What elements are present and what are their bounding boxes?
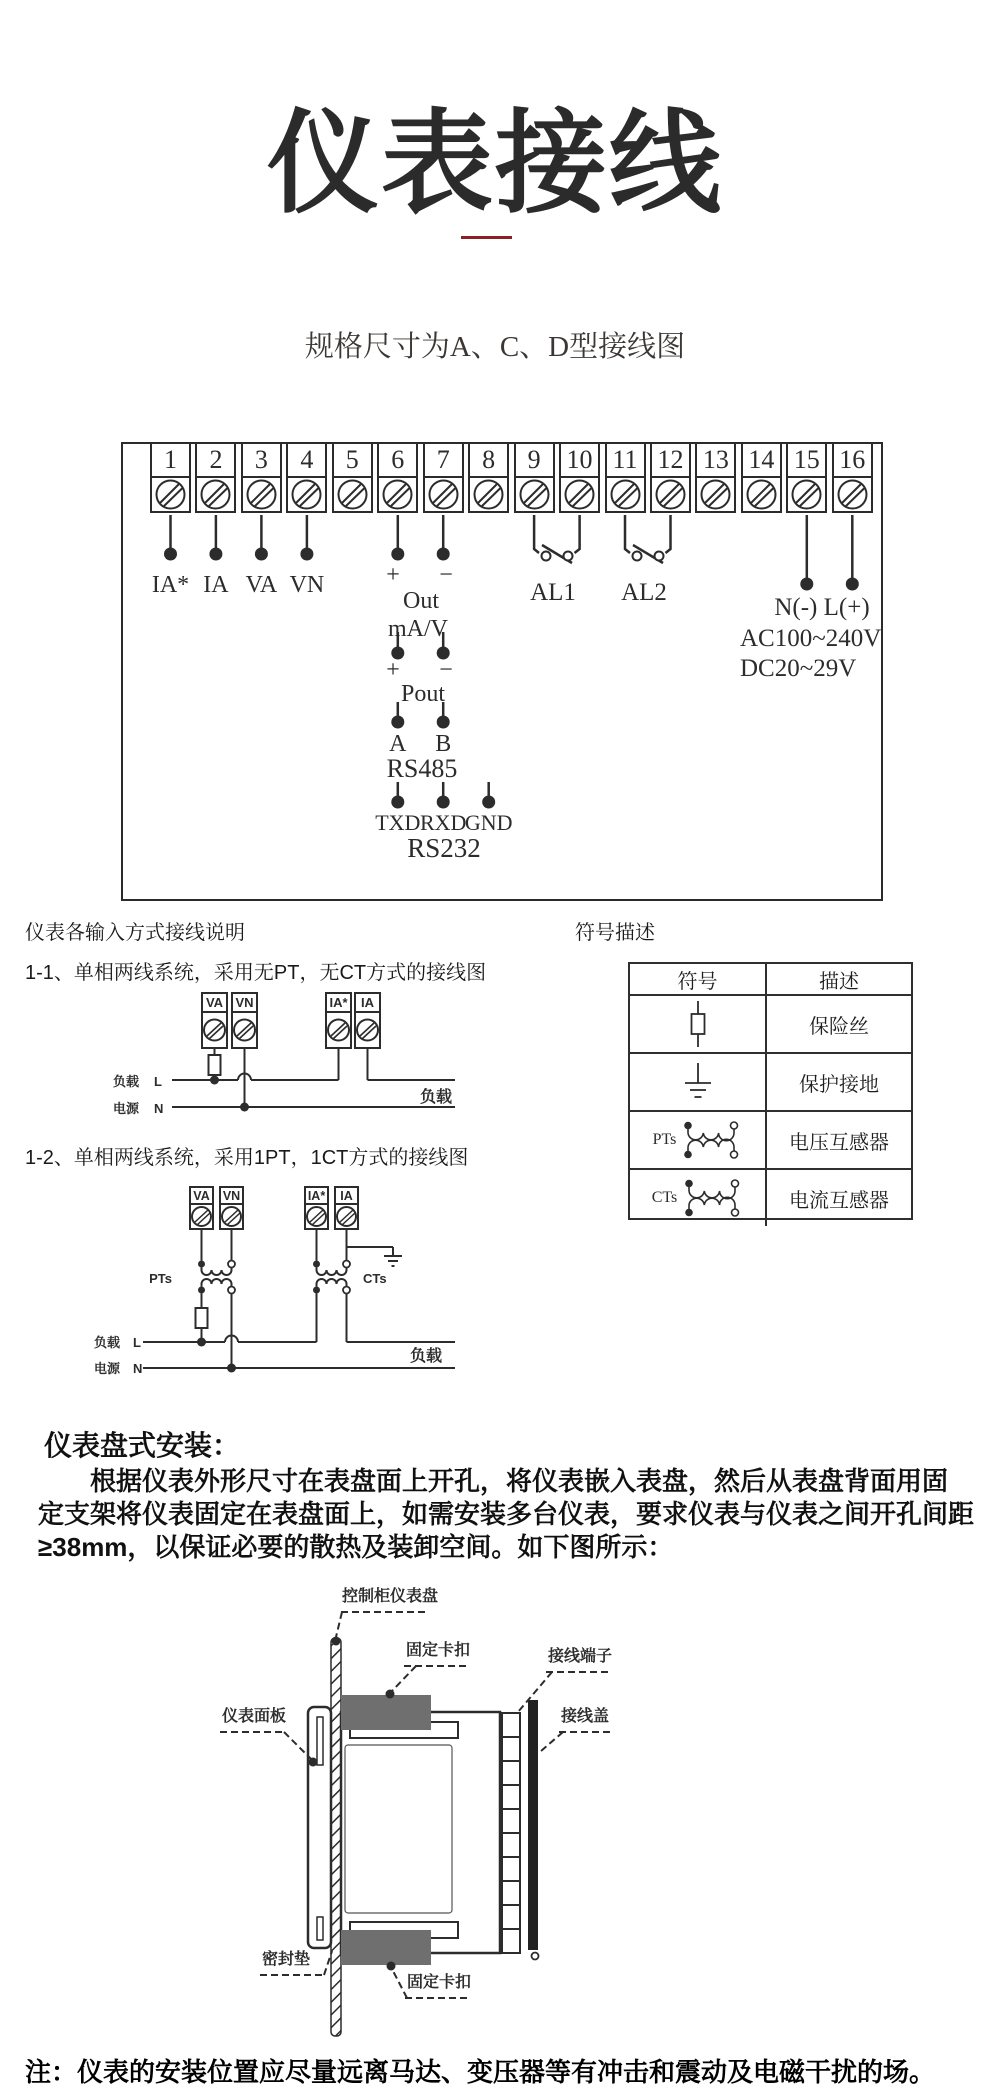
label-va: VA	[245, 572, 278, 598]
symbol-section-title: 符号描述	[575, 922, 655, 944]
rs485-b: B	[435, 731, 452, 757]
terminal-number: 16	[832, 442, 873, 478]
d12-line-n: N	[133, 1361, 143, 1376]
label-al2: AL2	[621, 579, 667, 606]
label-ac-range: AC100~240V	[740, 625, 881, 652]
terminal-number: 2	[195, 442, 236, 478]
terminal-number: 13	[695, 442, 736, 478]
callout-front-panel: 仪表面板	[222, 1708, 287, 1725]
diagram-1-2-title: 1-2、单相两线系统，采用1PT，1CT方式的接线图	[25, 1147, 469, 1169]
ground-icon	[676, 1059, 720, 1105]
panel-mount-para-3: ≥38mm，以保证必要的散热及装卸空间。如下图所示：	[38, 1532, 674, 1562]
d12-vn: VN	[222, 1189, 241, 1203]
out-plus: +	[386, 562, 400, 588]
label-out-unit: mA/V	[388, 616, 448, 642]
terminal-number: 6	[377, 442, 418, 478]
d12-line-l: L	[133, 1335, 141, 1350]
diagram-1-2	[80, 1180, 480, 1395]
terminal-number: 9	[514, 442, 555, 478]
label-out: Out	[403, 588, 439, 614]
d12-source: 电源	[94, 1361, 121, 1376]
meter-body	[341, 1712, 500, 1953]
d12-cts: CTs	[363, 1271, 387, 1286]
d12-ia: IA	[340, 1189, 353, 1203]
fixing-clip-bottom	[341, 1930, 431, 1965]
callout-clip-bottom: 固定卡扣	[407, 1974, 472, 1991]
panel-mount-para-2: 定支架将仪表固定在表盘面上，如需安装多台仪表，要求仪表与仪表之间开孔间距	[38, 1499, 975, 1529]
d11-source: 电源	[113, 1101, 140, 1116]
d11-load-right: 负载	[420, 1089, 453, 1106]
installation-note: 注：仪表的安装位置应尽量远离马达、变压器等有冲击和震动及电磁干扰的场。	[25, 2057, 936, 2087]
pout-minus: −	[439, 657, 453, 683]
callout-gasket: 密封垫	[262, 1951, 311, 1968]
callout-cover: 接线盖	[561, 1708, 610, 1725]
panel-mount-heading: 仪表盘式安装：	[44, 1430, 241, 1461]
desc-col-header: 描述	[819, 970, 859, 993]
symbol-table	[628, 962, 913, 1220]
callout-terminals: 接线端子	[548, 1648, 613, 1665]
pout-plus: +	[386, 657, 400, 683]
rs232-txd: TXD	[375, 810, 421, 835]
fixing-clip-top	[341, 1695, 431, 1730]
d11-va: VA	[205, 995, 224, 1010]
symbol-desc: 保护接地	[799, 1073, 879, 1096]
input-wiring-title: 仪表各输入方式接线说明	[25, 922, 245, 944]
wiring-cover-bar	[528, 1700, 538, 1950]
terminal-number: 5	[332, 442, 373, 478]
table-row	[630, 1112, 911, 1170]
fuse-icon	[678, 999, 718, 1049]
terminal-number: 12	[650, 442, 691, 478]
title-divider	[461, 236, 512, 239]
d11-load-left: 负载	[113, 1074, 140, 1089]
label-vn: VN	[289, 572, 325, 598]
label-dc-range: DC20~29V	[740, 655, 857, 682]
terminal-number: 10	[559, 442, 600, 478]
terminal-number: 8	[468, 442, 509, 478]
d11-line-n: N	[154, 1101, 164, 1116]
d12-ia-star: IA*	[307, 1189, 326, 1203]
diagram-1-1	[80, 985, 480, 1125]
symbol-desc: 电流互感器	[789, 1189, 889, 1212]
diagram-1-1-title: 1-1、单相两线系统，采用无PT，无CT方式的接线图	[25, 962, 487, 984]
table-row	[630, 996, 911, 1054]
terminal-number: 1	[150, 442, 191, 478]
rs232-rxd: RXD	[419, 810, 467, 835]
label-al1: AL1	[530, 579, 576, 606]
symbol-desc: 电压互感器	[789, 1131, 889, 1154]
d12-pts: PTs	[149, 1271, 172, 1286]
d11-ia: IA	[361, 995, 374, 1010]
label-power-terms: N(-) L(+)	[774, 594, 870, 621]
terminal-wiring-svg	[123, 444, 881, 899]
terminal-number: 7	[423, 442, 464, 478]
table-row	[630, 1170, 911, 1226]
terminal-number: 11	[605, 442, 646, 478]
callout-clip-top: 固定卡扣	[406, 1642, 471, 1659]
symbol-desc: 保险丝	[809, 1015, 869, 1038]
installation-diagram	[200, 1585, 650, 2045]
terminal-number: 4	[286, 442, 327, 478]
label-pout: Pout	[400, 681, 446, 707]
label-ia-star: IA*	[151, 572, 190, 598]
panel-mount-para-1: 根据仪表外形尺寸在表盘面上开孔，将仪表嵌入表盘，然后从表盘背面用固	[90, 1466, 949, 1496]
callout-panel: 控制柜仪表盘	[342, 1588, 439, 1605]
label-rs485: RS485	[386, 754, 458, 783]
terminal-number: 14	[741, 442, 782, 478]
table-row	[630, 1054, 911, 1112]
d12-load-right: 负载	[410, 1348, 443, 1365]
terminal-ladder	[502, 1713, 520, 1953]
terminal-block-diagram	[121, 442, 883, 901]
label-ia: IA	[203, 572, 229, 598]
d11-vn: VN	[235, 995, 254, 1010]
d12-load-left: 负载	[94, 1335, 121, 1350]
spec-subtitle: 规格尺寸为A、C、D型接线图	[304, 331, 686, 363]
out-minus: −	[439, 562, 453, 588]
current-transformer-icon	[681, 1175, 743, 1221]
terminal-number: 15	[786, 442, 827, 478]
d11-line-l: L	[154, 1074, 162, 1089]
page-title: 仪表接线	[267, 101, 723, 226]
symbol-col-header: 符号	[630, 964, 767, 994]
rs485-a: A	[389, 731, 407, 757]
label-rs232: RS232	[407, 833, 481, 863]
mounting-panel-bar	[331, 1638, 341, 2036]
terminal-number: 3	[241, 442, 282, 478]
pt-symbol-label: PTs	[652, 1131, 677, 1148]
rs232-gnd: GND	[464, 810, 513, 835]
d12-va: VA	[193, 1189, 210, 1203]
voltage-transformer-icon	[680, 1117, 742, 1163]
ct-symbol-label: CTs	[651, 1189, 678, 1206]
d11-ia-star: IA*	[329, 995, 348, 1010]
